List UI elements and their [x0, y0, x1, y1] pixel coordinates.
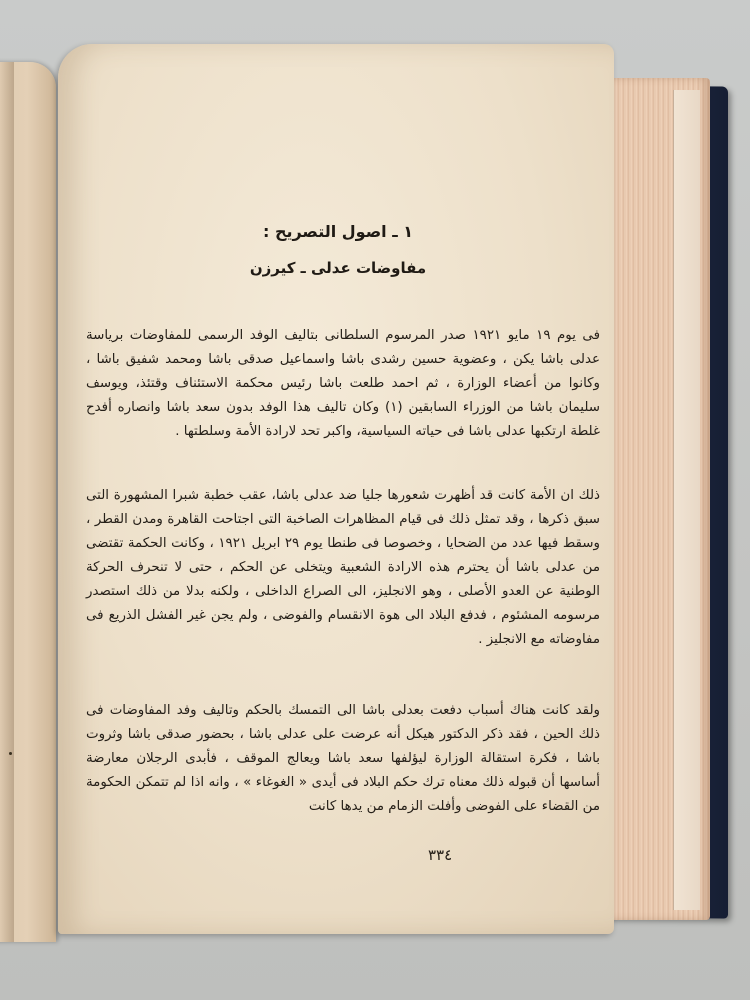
page-stack-edge: [673, 90, 700, 910]
ink-dot: [9, 752, 12, 755]
previous-page: [0, 62, 56, 942]
page-fold-shadow: [0, 62, 14, 942]
paragraph-1: فى يوم ١٩ مايو ١٩٢١ صدر المرسوم السلطانى بتاليف الوفد الرسمى للمفاوضات برياسة عدلى باشا يكن ، وعضوية حسين رشدى باشا واسماعيل صدقى باشا ومحمد شفيق باشا ، وكانوا من أعضاء الوزارة ، ثم احمد طلعت باشا رئيس محكمة الاستئناف وقتئذ، ويوسف سليمان باشا من الوزراء السابقين (١) وكان تاليف هذا الوفد بدون سعد باشا وانصاره أفدح غلطة ارتكبها عدلى باشا فى حياته السياسية، واكبر تحد لارادة الأمة وسلطتها .: [86, 328, 600, 439]
paragraph-3: ولقد كانت هناك أسباب دفعت بعدلى باشا الى التمسك بالحكم وتاليف وفد المفاوضات فى ذلك الحين ، فقد ذكر الدكتور هيكل أنه عرضت على عدلى باشا ، بحضور صدقى باشا وثروت باشا ، فكرة استقالة الوزارة ليؤلفها سعد باشا ويعالج الموقف ، فأبدى الرجلان معارضة أساسها أن قبوله ذلك معناه ترك حكم البلاد فى أيدى « الغوغاء » ، وانه اذا لم تتمكن الحكومة من القضاء على الفوضى وأفلت الزمام من يدها كانت: [86, 703, 600, 814]
book-page: [58, 44, 614, 934]
section-heading: ١ ـ اصول التصريح :: [262, 222, 414, 241]
page-number: ٣٣٤: [428, 846, 453, 864]
section-subheading: مفاوضات عدلى ـ كيرزن: [249, 259, 427, 277]
paragraph-2: ذلك ان الأمة كانت قد أظهرت شعورها جليا ضد عدلى باشا، عقب خطبة شبرا المشهورة التى سبق ذكرها ، وقد تمثل ذلك فى قيام المظاهرات الصاخبة التى اجتاحت القاهرة ومدن القطر ، وسقط فيها عدد من الضحايا ، وخصوصا فى طنطا يوم ٢٩ ابريل ١٩٢١ ، وكانت الحكمة تقتضى من عدلى باشا أن يحترم هذه الارادة الشعبية ويتخلى عن الحكم ، حتى لا تنحرف الحركة الوطنية عن العدو الأصلى ، وهو الانجليز، الى الصراع الداخلى ، ولكنه بدلا من ذلك استصدر مرسومه المشئوم ، فدفع البلاد الى هوة الانقسام والفوضى ، ولم يجن غير الفشل الذريع فى مفاوضاته مع الانجليز .: [86, 488, 600, 647]
